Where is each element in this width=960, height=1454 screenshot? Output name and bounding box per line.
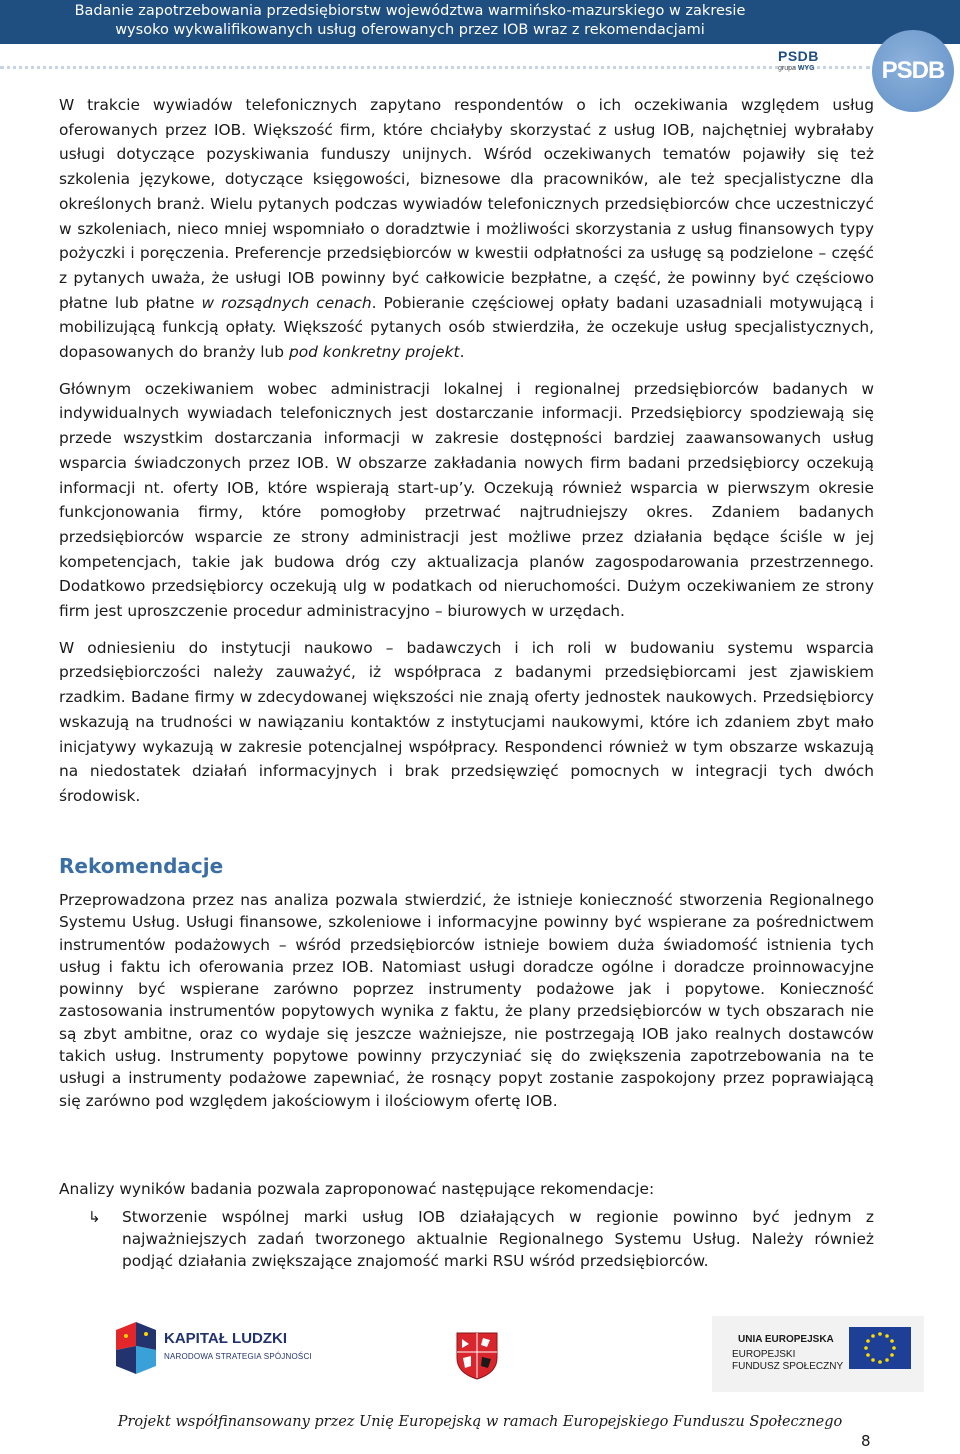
section-heading-recommendations: Rekomendacje: [59, 854, 224, 878]
paragraph-research-institutions: W odniesieniu do instytucji naukowo – badawczych i ich roli w budowaniu systemu wsparcia przedsiębiorczości należy zauważyć, iż współpraca z badanymi przedsiębiorcami jest zjawiskiem rzadkim. Badane firmy w zdecydowanej większości nie znają oferty jednostek naukowych. Przedsiębiorcy wskazują na trudności w nawiązaniu kontaktów z instytucjami naukowymi, które ich zdaniem zbyt mało inicjatywy wykazują w zakresie potencjalnej współpracy. Respondenci również w tym obszarze wskazują na niedostatek działań informacyjnych i brak przedsięwzięć pomocnych w integracji tych dwóch środowisk.: [59, 638, 874, 805]
document-title: [0, 2, 820, 40]
psdb-logo-group: [778, 65, 838, 72]
paragraph-administration: Głównym oczekiwaniem wobec administracji lokalnej i regionalnej przedsiębiorców badanych w indywidualnych wywiadach telefonicznych jest dostarczanie informacji. Przedsiębiorcy spodziewają się przede wszystkim dostarczania informacji w zakresie dostępności bardziej zaawansowanych usług wsparcia świadczonych przez IOB. W obszarze zakładania nowych firm badani przedsiębiorcy oczekują informacji nt. oferty IOB, które wspierają start-up’y. Oczekują również wsparcia w pierwszym okresie funkcjonowania firmy, które pomogłoby przetrwać najtrudniejszy okres. Zdaniem badanych przedsiębiorców wsparcie ze strony administracji jest możliwe przez działania będące ściśle w jej kompetencjach, takie jak budowa dróg czy aktualizacja planów zagospodarowania przestrzennego. Dodatkowo przedsiębiorcy oczekują ulg w podatkach od nieruchomości. Dużym oczekiwaniem ze strony firm jest uproszczenie procedur administracyjno – biurowych w urzędach.: [59, 379, 874, 621]
paragraph-expectations: [59, 93, 874, 365]
eu-logo-line2: EUROPEJSKI: [732, 1349, 796, 1360]
eu-flag-icon: [849, 1327, 911, 1369]
footer-cofinancing-note: Projekt współfinansowany przez Unię Europejską w ramach Europejskiego Funduszu Społecznego: [117, 1414, 843, 1430]
italic-reasonable-prices: w rozsądnych cenach: [201, 293, 372, 312]
kapital-ludzki-logo: [112, 1320, 312, 1376]
recommendation-bullet-text: Stworzenie wspólnej marki usług IOB działających w regionie powinno być jednym z najważniejszych zadań tworzonego aktualnie Regionalnego Systemu Usług. Należy również podjąć działania zwiększające znajomość marki RSU wśród przedsiębiorców.: [122, 1208, 874, 1270]
eu-social-fund-logo: [712, 1316, 924, 1392]
coat-of-arms-icon: [454, 1330, 500, 1380]
psdb-logo-name: PSDB: [778, 48, 819, 64]
arrow-bullet-icon: ↳: [88, 1208, 101, 1226]
paragraph-expectations-end: .: [459, 343, 465, 362]
recommendations-text: [59, 889, 874, 1112]
header-dotted-divider: [0, 66, 870, 69]
header-band: [0, 0, 960, 44]
recommendation-bullet: [88, 1206, 874, 1272]
document-title-line2: wysoko wykwalifikowanych usług oferowanych przez IOB wraz z rekomendacjami: [115, 22, 705, 38]
paragraph-expectations-text: W trakcie wywiadów telefonicznych zapytano respondentów o ich oczekiwania względem usług oferowanych przez IOB. Większość firm, które chciałyby skorzystać z usług IOB, najchętniej wybrałaby usługi dotyczące pozyskiwania funduszy unijnych. Wśród oczekiwanych tematów pojawiły się też szkolenia językowe, dotyczące księgowości, biznesowe dla pracowników, ale też specjalistyczne dla określonych branż. Wielu pytanych podczas wywiadów telefonicznych przedsiębiorców chce uczestniczyć w szkoleniach, nieco mniej wspomniało o doradztwie i możliwości skorzystania z usług finansowych typy pożyczki i poręczenia. Preferencje przedsiębiorców w kwestii odpłatności za usługę są podzielone – część z pytanych uważa, że usługi IOB powinny być całkowicie bezpłatne, a część, że powinny być częściowo płatne lub płatne: [59, 96, 874, 312]
psdb-group-name: WYG: [797, 65, 815, 72]
psdb-group-prefix: grupa: [778, 65, 796, 72]
eu-logo-line1: UNIA EUROPEJSKA: [738, 1334, 834, 1345]
italic-specific-project: pod konkretny projekt: [288, 343, 460, 362]
kapital-ludzki-subtitle: NARODOWA STRATEGIA SPÓJNOŚCI: [164, 1352, 312, 1361]
eu-logo-line3: FUNDUSZ SPOŁECZNY: [732, 1361, 844, 1372]
paragraph-regional-system: Przeprowadzona przez nas analiza pozwala stwierdzić, że istnieje konieczność stworzenia Regionalnego Systemu Usług. Usługi finansowe, szkoleniowe i informacyjne powinny być wspierane za pośrednictwem instrumentów podażowych – wśród przedsiębiorców istnieje bowiem duża świadomość istnienia tych usług i faktu ich oferowania przez IOB. Natomiast usługi doradcze ogólne i doradcze proinnowacyjne powinny być wspierane zarówno poprzez instrumenty podażowe jak i popytowe. Konieczność zastosowania instrumentów popytowych wynika z faktu, że plany przedsiębiorców w tych obszarach nie są zbyt ambitne, oraz co wydaje się jeszcze ważniejsze, nie postrzegają IOB jako realnych dostawców takich usług. Instrumenty popytowe powinny przyczyniać się do zwiększenia zapotrzebowania na te usługi a instrumenty podażowe zapewniać, że rosnący popyt zostanie zaspokojony przez poprawiającą się zarówno pod względem jakościowym i ilościowym ofertę IOB.: [59, 891, 874, 1110]
page-number: 8: [861, 1432, 871, 1450]
psdb-circle-logo: PSDB: [872, 30, 954, 112]
recommendations-intro: Analizy wyników badania pozwala zaproponować następujące rekomendacje:: [59, 1180, 655, 1198]
kapital-ludzki-emblem-icon: [112, 1320, 160, 1376]
psdb-logo: [778, 48, 838, 72]
main-text: [59, 93, 874, 821]
paragraph-expectations-text2: . Pobieranie częściowej opłaty badani uzasadniali motywującą i mobilizującą funkcją opłaty. Większość pytanych osób stwierdziła, że oczekuje usług specjalistycznych, dopasowanych do branży lub: [59, 293, 874, 362]
document-title-line1: Badanie zapotrzebowania przedsiębiorstw województwa warmińsko-mazurskiego w zakresie: [74, 3, 746, 19]
coat-of-arms-logo: [454, 1330, 500, 1380]
kapital-ludzki-title: KAPITAŁ LUDZKI: [164, 1330, 288, 1347]
